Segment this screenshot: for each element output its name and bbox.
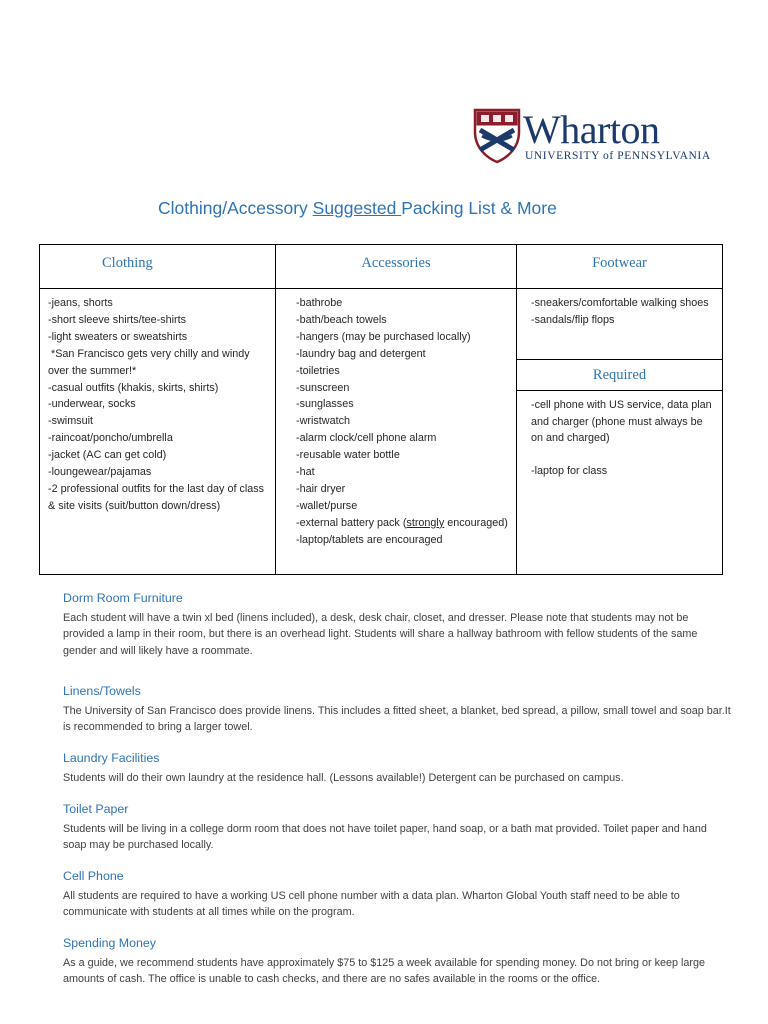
- title-underlined: Suggested: [312, 198, 402, 218]
- list-item: -underwear, socks: [48, 398, 136, 411]
- list-item: -raincoat/poncho/umbrella: [48, 432, 173, 445]
- list-item: -bathrobe: [296, 297, 343, 309]
- footwear-list: [517, 289, 722, 359]
- page-title: [158, 197, 557, 219]
- list-item: [296, 515, 510, 532]
- list-item: -short sleeve shirts/tee-shirts: [48, 313, 187, 326]
- list-item: -sunglasses: [296, 398, 354, 411]
- logo-wordmark: Wharton: [523, 107, 660, 152]
- footwear-required-cell: [517, 289, 723, 575]
- section-body: All students are required to have a working US cell phone number with a data plan. Wharton Global Youth staff need to be able to communicate with students at all times while on the program.: [63, 890, 680, 919]
- list-item: -swimsuit: [48, 415, 93, 428]
- required-list: [517, 391, 722, 479]
- section-laundry-facilities: [63, 750, 731, 786]
- section-body: Students will be living in a college dorm room that does not have toilet paper, hand soap, or a bath mat provided. Toilet paper and hand soap may be purchased locally.: [63, 823, 707, 852]
- list-item: -jeans, shorts: [48, 297, 113, 309]
- list-item: -laptop for class: [531, 464, 608, 477]
- list-item: -jacket (AC can get cold): [48, 449, 167, 462]
- packing-table: [39, 244, 723, 575]
- section-dorm-room-furniture: [63, 590, 731, 659]
- list-item: -laundry bag and detergent: [296, 347, 426, 360]
- list-item: -sunscreen: [296, 381, 350, 394]
- section-heading: Cell Phone: [63, 869, 124, 883]
- list-item: -light sweaters or sweatshirts: [48, 330, 188, 343]
- battery-text-1: -external battery pack (: [296, 516, 407, 529]
- section-body: As a guide, we recommend students have approximately $75 to $125 a week available for spending money. Do not bring or keep large amounts of cash. The office is unable to cash checks, and there are no safes available in the rooms or the office.: [63, 957, 705, 986]
- section-heading: Laundry Facilities: [63, 751, 160, 765]
- list-item: -sneakers/comfortable walking shoes: [531, 297, 709, 309]
- header-footwear: Footwear: [517, 245, 723, 289]
- list-item: -casual outfits (khakis, skirts, shirts): [48, 381, 219, 394]
- section-heading: Toilet Paper: [63, 802, 129, 816]
- list-item: -cell phone with US service, data plan and charger (phone must always be on and charged): [531, 399, 712, 444]
- battery-underlined: strongly: [406, 516, 445, 529]
- section-linens-towels: [63, 683, 731, 736]
- clothing-list: [40, 289, 276, 575]
- section-body: Students will do their own laundry at the residence hall. (Lessons available!) Detergent can be purchased on campus.: [63, 772, 624, 784]
- section-body: The University of San Francisco does provide linens. This includes a fitted sheet, a blanket, bed spread, a pillow, small towel and soap bar.It is recommended to bring a larger towel.: [63, 705, 731, 734]
- list-item: -2 professional outfits for the last day of class & site visits (suit/button down/dress): [48, 482, 268, 512]
- wharton-logo: [473, 107, 711, 164]
- list-item: -wristwatch: [296, 415, 350, 428]
- section-toilet-paper: [63, 801, 731, 854]
- section-spending-money: [63, 935, 731, 988]
- list-item: -hair dryer: [296, 482, 346, 495]
- list-item: -wallet/purse: [296, 499, 358, 512]
- header-accessories: Accessories: [276, 245, 517, 289]
- list-item: -hat: [296, 466, 315, 479]
- accessories-list: [276, 289, 517, 575]
- list-item: -toiletries: [296, 364, 340, 377]
- section-heading: Dorm Room Furniture: [63, 591, 183, 605]
- wharton-crest-icon: [473, 108, 521, 164]
- title-text-2: Packing List & More: [401, 198, 557, 218]
- list-item: -loungewear/pajamas: [48, 466, 152, 479]
- list-item: -sandals/flip flops: [531, 313, 615, 326]
- section-body: Each student will have a twin xl bed (linens included), a desk, desk chair, closet, and dresser. Please note that students may not be provided a lamp in their room, but there is an overhead light. Students will share a hallway bathroom with fellow students of the same gender and will likely have a roommate.: [63, 612, 698, 657]
- list-item: *San Francisco gets very chilly and windy over the summer!*: [48, 347, 253, 377]
- section-heading: Spending Money: [63, 936, 156, 950]
- list-item: -hangers (may be purchased locally): [296, 330, 471, 343]
- section-heading: Linens/Towels: [63, 684, 141, 698]
- list-item: -bath/beach towels: [296, 313, 387, 326]
- list-item: -laptop/tablets are encouraged: [296, 533, 443, 546]
- battery-text-2: encouraged): [444, 516, 508, 529]
- logo-subtitle: UNIVERSITY of PENNSYLVANIA: [525, 150, 711, 162]
- header-clothing: Clothing: [40, 245, 276, 289]
- title-text-1: Clothing/Accessory: [158, 198, 313, 218]
- list-item: -reusable water bottle: [296, 449, 400, 462]
- section-cell-phone: [63, 868, 731, 921]
- header-required: Required: [517, 359, 722, 391]
- list-item: -alarm clock/cell phone alarm: [296, 432, 437, 445]
